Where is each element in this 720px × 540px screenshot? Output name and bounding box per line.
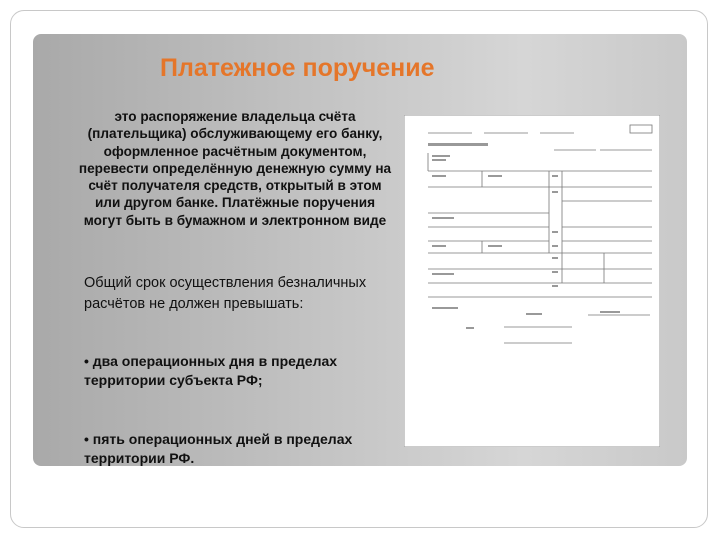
bullet-regional: • два операционных дня в пределах территории субъекта РФ;	[84, 353, 338, 388]
payment-order-form-image	[404, 115, 660, 447]
definition-text: это распоряжение владельца счёта (плательщика) обслуживающему его банку, оформленное расчётным документом, перевести определённую денежную сумму на счёт получателя средств, открытый в этом или другом банке. Платёжные поручения могут быть в бумажном и электронном виде	[78, 109, 392, 228]
bullet-federal: • пять операционных дней в пределах территории РФ.	[84, 431, 353, 466]
deadline-intro: Общий срок осуществления безналичных расчётов не должен превышать:	[84, 275, 367, 312]
slide-title: Платежное поручение	[160, 54, 435, 82]
